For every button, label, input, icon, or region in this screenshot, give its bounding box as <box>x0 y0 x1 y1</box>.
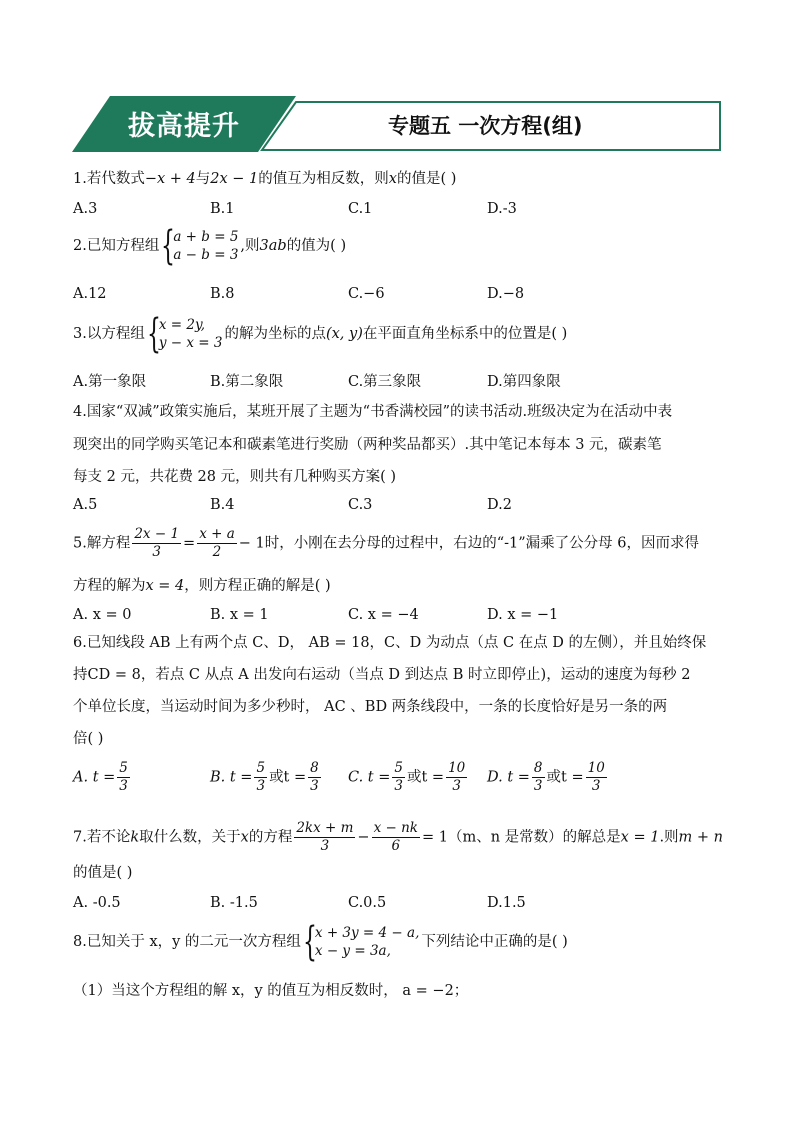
equation-system: { a + b = 5 a − b = 3 <box>161 223 239 269</box>
q6-option-d: D. t = $\frac{8}{3}$ 或t = $\frac{10}{3}$ <box>487 760 605 794</box>
question-3: 3.以方程组 { x = 2y, y − x = 3 的解为坐标的点(x, y)在平面直角坐标系中的位置是( ) <box>73 311 568 357</box>
fraction: $\frac{8}{3}$ <box>533 760 543 794</box>
q3-option-a: A.第一象限 <box>73 374 147 390</box>
q2-option-c: C.−6 <box>348 286 385 302</box>
question-4-line-1: 4.国家“双减”政策实施后，某班开展了主题为“书香满校园”的读书活动.班级决定为在活动中表 <box>73 404 673 420</box>
question-1: 1.若代数式−x + 4与2x − 1的值互为相反数，则x的值是( ) <box>73 171 457 187</box>
question-6-line-2: 持CD = 8，若点 C 从点 A 出发向右运动（当点 D 到达点 B 时立即停止)，运动的速度为每秒 2 <box>73 667 691 683</box>
q1-option-b: B.1 <box>210 201 235 217</box>
question-6-line-3: 个单位长度，当运动时间为多少秒时， AC 、BD 两条线段中，一条的长度恰好是另一条的两 <box>73 699 668 715</box>
header-banner <box>72 96 722 152</box>
q7-option-b: B. -1.5 <box>210 895 258 911</box>
question-2: 2.已知方程组 { a + b = 5 a − b = 3 ,则3ab的值为( ) <box>73 223 347 269</box>
q5-option-a: A. x = 0 <box>73 607 132 623</box>
fraction: $\frac{x - nk}{6}$ <box>373 820 418 854</box>
q2-option-d: D.−8 <box>487 286 525 302</box>
q5-option-d: D. x = −1 <box>487 607 559 623</box>
q4-option-b: B.4 <box>210 497 235 513</box>
question-6-line-1: 6.已知线段 AB 上有两个点 C、D， AB = 18，C、D 为动点（点 C 在点 D 的左侧），并且始终保 <box>73 635 707 651</box>
q4-option-c: C.3 <box>348 497 373 513</box>
fraction: $\frac{2x - 1}{3}$ <box>134 526 180 560</box>
question-7-line-2: 的值是( ) <box>73 865 133 881</box>
q5-option-b: B. x = 1 <box>210 607 269 623</box>
q2-option-b: B.8 <box>210 286 235 302</box>
q6-option-a: A. t = $\frac{5}{3}$ <box>73 760 128 794</box>
q3-option-c: C.第三象限 <box>348 374 422 390</box>
equation-system: { x = 2y, y − x = 3 <box>146 311 223 357</box>
question-4-line-3: 每支 2 元，共花费 28 元，则共有几种购买方案( ) <box>73 469 397 485</box>
q1-option-c: C.1 <box>348 201 373 217</box>
q3-option-d: D.第四象限 <box>487 374 561 390</box>
question-5-line-1: 5.解方程 $\frac{2x - 1}{3}$ = $\frac{x + a}{2}$ − 1时，小刚在去分母的过程中，右边的“-1”漏乘了公分母 6，因而求得 <box>73 526 700 560</box>
fraction: $\frac{10}{3}$ <box>587 760 605 794</box>
fraction: $\frac{2kx + m}{3}$ <box>296 820 354 854</box>
q7-option-d: D.1.5 <box>487 895 526 911</box>
fraction: $\frac{5}{3}$ <box>394 760 403 794</box>
q6-option-b: B. t = $\frac{5}{3}$ 或t = $\frac{8}{3}$ <box>210 760 319 794</box>
q4-option-a: A.5 <box>73 497 98 513</box>
question-7-line-1: 7.若不论k取什么数，关于x的方程 $\frac{2kx + m}{3}$ − $\frac{x - nk}{6}$ = 1（m、n 是常数）的解总是x = 1.则m + n <box>73 820 724 854</box>
fraction: $\frac{10}{3}$ <box>448 760 466 794</box>
question-8: 8.已知关于 x，y 的二元一次方程组 { x + 3y = 4 − a, x − y = 3a, 下列结论中正确的是( ) <box>73 919 568 965</box>
q7-option-a: A. -0.5 <box>73 895 121 911</box>
question-5-line-2: 方程的解为x = 4，则方程正确的解是( ) <box>73 578 331 594</box>
fraction: $\frac{8}{3}$ <box>310 760 319 794</box>
fraction: $\frac{5}{3}$ <box>119 760 128 794</box>
banner-label: 拔高提升 <box>128 111 240 142</box>
question-8-statement-1: （1）当这个方程组的解 x，y 的值互为相反数时， a = −2； <box>73 983 469 999</box>
q5-option-c: C. x = −4 <box>348 607 419 623</box>
q6-option-c: C. t = $\frac{5}{3}$ 或t = $\frac{10}{3}$ <box>348 760 466 794</box>
q1-option-d: D.-3 <box>487 201 517 217</box>
q3-option-b: B.第二象限 <box>210 374 284 390</box>
q1-option-a: A.3 <box>73 201 98 217</box>
q2-option-a: A.12 <box>73 286 107 302</box>
page-title: 专题五 一次方程(组) <box>388 114 583 138</box>
question-4-line-2: 现突出的同学购买笔记本和碳素笔进行奖励（两种奖品都买）.其中笔记本每本 3 元，碳素笔 <box>73 437 662 453</box>
question-6-line-4: 倍( ) <box>73 731 104 747</box>
q7-option-c: C.0.5 <box>348 895 387 911</box>
q4-option-d: D.2 <box>487 497 512 513</box>
fraction: $\frac{x + a}{2}$ <box>199 526 235 560</box>
equation-system: { x + 3y = 4 − a, x − y = 3a, <box>302 919 420 965</box>
fraction: $\frac{5}{3}$ <box>256 760 266 794</box>
